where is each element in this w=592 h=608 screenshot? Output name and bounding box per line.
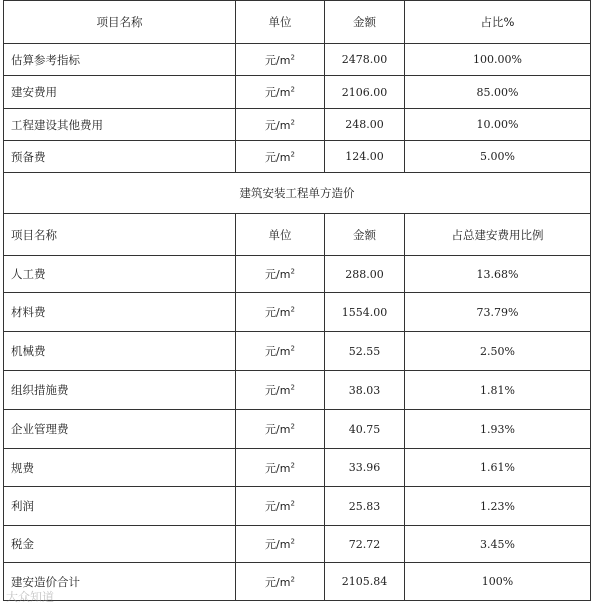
row-amount: 248.00 xyxy=(325,109,405,141)
row-amount: 52.55 xyxy=(325,332,405,371)
row-amount: 40.75 xyxy=(325,410,405,449)
row-percentage: 1.23% xyxy=(405,487,591,526)
table-row xyxy=(4,371,591,410)
header-amount: 金额 xyxy=(325,1,405,44)
row-percentage: 5.00% xyxy=(405,141,591,173)
row-unit: 元$/m^2$ xyxy=(236,76,325,109)
table-row-total xyxy=(4,563,591,601)
table-row xyxy=(4,526,591,563)
table-row xyxy=(4,410,591,449)
header-unit: 单位 xyxy=(236,214,325,256)
row-percentage: 85.00% xyxy=(405,76,591,109)
row-amount: 38.03 xyxy=(325,371,405,410)
row-percentage: 13.68% xyxy=(405,256,591,293)
cost-table xyxy=(3,0,591,601)
row-name: 利润 xyxy=(4,487,236,526)
table-row xyxy=(4,449,591,487)
table1-header-row xyxy=(4,1,591,44)
row-unit: 元$/m^2$ xyxy=(236,449,325,487)
row-amount: 2106.00 xyxy=(325,76,405,109)
table-row xyxy=(4,141,591,173)
table-row xyxy=(4,76,591,109)
row-percentage: 100% xyxy=(405,563,591,601)
row-amount: 33.96 xyxy=(325,449,405,487)
row-name: 税金 xyxy=(4,526,236,563)
row-name: 建安费用 xyxy=(4,76,236,109)
row-name: 组织措施费 xyxy=(4,371,236,410)
row-percentage: 1.61% xyxy=(405,449,591,487)
row-name: 人工费 xyxy=(4,256,236,293)
header-amount: 金额 xyxy=(325,214,405,256)
row-unit: 元$/m^2$ xyxy=(236,410,325,449)
row-unit: 元$/m^2$ xyxy=(236,526,325,563)
row-amount: 1554.00 xyxy=(325,293,405,332)
table-row xyxy=(4,332,591,371)
row-name: 工程建设其他费用 xyxy=(4,109,236,141)
row-name: 预备费 xyxy=(4,141,236,173)
row-amount: 288.00 xyxy=(325,256,405,293)
row-amount: 72.72 xyxy=(325,526,405,563)
row-unit: 元$/m^2$ xyxy=(236,487,325,526)
row-name: 企业管理费 xyxy=(4,410,236,449)
header-unit: 单位 xyxy=(236,1,325,44)
header-item-name: 项目名称 xyxy=(4,1,236,44)
row-name: 估算参考指标 xyxy=(4,44,236,76)
header-percentage: 占比% xyxy=(405,1,591,44)
row-unit: 元$/m^2$ xyxy=(236,293,325,332)
row-name: 规费 xyxy=(4,449,236,487)
header-percentage: 占总建安费用比例 xyxy=(405,214,591,256)
row-unit: 元$/m^2$ xyxy=(236,256,325,293)
row-percentage: 3.45% xyxy=(405,526,591,563)
row-amount: 124.00 xyxy=(325,141,405,173)
section-title: 建筑安装工程单方造价 xyxy=(4,173,591,214)
row-percentage: 73.79% xyxy=(405,293,591,332)
row-unit: 元$/m^2$ xyxy=(236,371,325,410)
row-amount: 2105.84 xyxy=(325,563,405,601)
table2-header-row xyxy=(4,214,591,256)
row-percentage: 1.93% xyxy=(405,410,591,449)
header-item-name: 项目名称 xyxy=(4,214,236,256)
row-unit: 元$/m^2$ xyxy=(236,109,325,141)
row-name: 建安造价合计 xyxy=(4,563,236,601)
row-percentage: 10.00% xyxy=(405,109,591,141)
table-row xyxy=(4,44,591,76)
table-row xyxy=(4,256,591,293)
row-percentage: 1.81% xyxy=(405,371,591,410)
row-name: 材料费 xyxy=(4,293,236,332)
row-unit: 元$/m^2$ xyxy=(236,44,325,76)
row-percentage: 100.00% xyxy=(405,44,591,76)
row-amount: 25.83 xyxy=(325,487,405,526)
table-row xyxy=(4,293,591,332)
row-unit: 元$/m^2$ xyxy=(236,141,325,173)
row-unit: 元$/m^2$ xyxy=(236,332,325,371)
row-name: 机械费 xyxy=(4,332,236,371)
section-title-row xyxy=(4,173,591,214)
row-unit: 元$/m^2$ xyxy=(236,563,325,601)
table-row xyxy=(4,487,591,526)
row-amount: 2478.00 xyxy=(325,44,405,76)
watermark: 大众知道 xyxy=(6,590,55,604)
table-row xyxy=(4,109,591,141)
row-percentage: 2.50% xyxy=(405,332,591,371)
